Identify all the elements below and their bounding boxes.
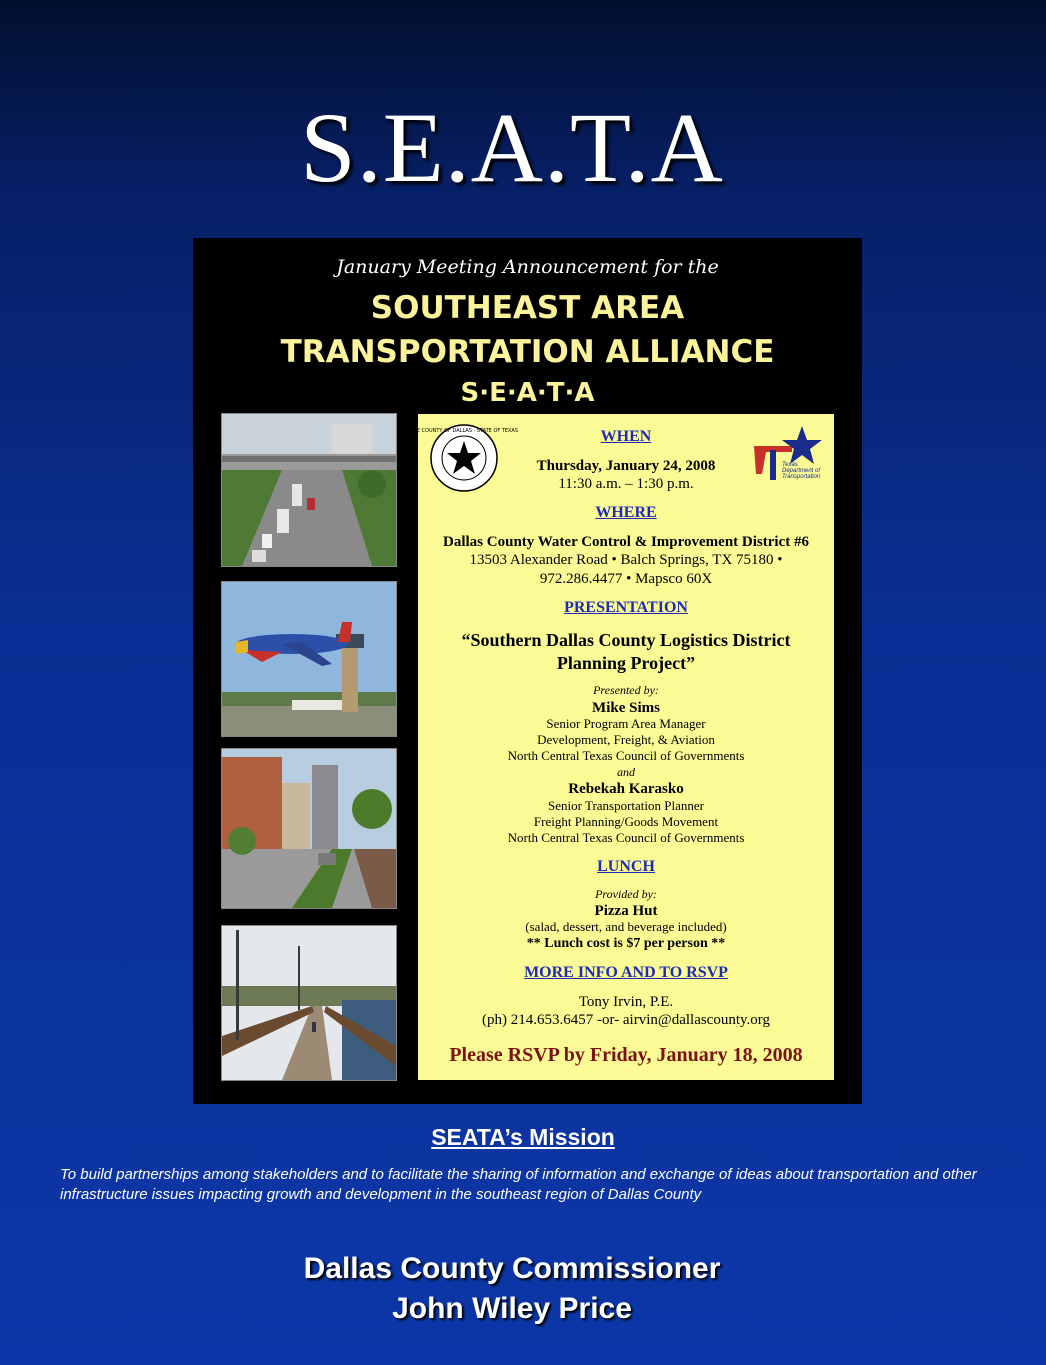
rsvp-heading: MORE INFO AND TO RSVP [524,964,728,981]
airplane-photo [221,581,397,737]
venue-phone: 972.286.4477 • Mapsco 60X [539,571,713,587]
lunch-heading: LUNCH [597,858,655,875]
rsvp-contact-details: (ph) 214.653.6457 -or- airvin@dallascounty.org [481,1012,771,1028]
presentation-title-line1: “Southern Dallas County Logistics District [461,630,791,650]
street-photo [221,748,397,909]
slide-title: S.E.A.T.A [300,92,724,203]
presented-by-label: Presented by: [593,683,659,697]
presentation-title-line2: Planning Project” [556,653,696,673]
mission-title: SEATA’s Mission [431,1124,615,1150]
speaker1-role1: Senior Program Area Manager [546,716,706,731]
flyer-acronym: S·E·A·T·A [460,378,595,408]
provided-by-label: Provided by: [595,887,657,901]
flyer-title-line1: SOUTHEAST AREA [370,290,685,326]
seal-text: THE COUNTY OF DALLAS · STATE OF TEXAS [409,428,519,434]
venue-address: 13503 Alexander Road • Balch Springs, TX 75180 • [469,552,783,568]
and-label: and [617,765,635,779]
meeting-date: Thursday, January 24, 2008 [536,458,716,474]
where-heading: WHERE [595,504,657,521]
commissioner-name: John Wiley Price [392,1292,632,1325]
commissioner-title: Dallas County Commissioner [303,1252,721,1285]
lunch-cost: ** Lunch cost is $7 per person ** [526,936,726,951]
lunch-provider: Pizza Hut [594,903,658,919]
flyer-script-header: January Meeting Announcement for the [336,256,719,278]
presentation-heading: PRESENTATION [564,599,688,616]
highway-photo [221,413,397,567]
bridge-photo [221,925,397,1081]
speaker2-name: Rebekah Karasko [568,781,684,797]
meeting-info-panel [409,414,834,1080]
when-heading: WHEN [600,428,652,445]
speaker1-name: Mike Sims [592,700,660,716]
rsvp-deadline: Please RSVP by Friday, January 18, 2008 [449,1044,803,1066]
speaker2-role1: Senior Transportation Planner [548,798,704,813]
speaker1-org: North Central Texas Council of Governments [507,748,745,763]
lunch-includes: (salad, dessert, and beverage included) [525,919,727,934]
speaker2-org: North Central Texas Council of Governments [507,830,745,845]
meeting-flyer [193,238,862,1104]
rsvp-contact: Tony Irvin, P.E. [578,994,674,1010]
speaker2-role2: Freight Planning/Goods Movement [533,814,719,829]
speaker1-role2: Development, Freight, & Aviation [537,732,715,747]
txdot-text: Texas Department of Transportation [782,462,821,480]
mission-text: To build partnerships among stakeholders and to facilitate the sharing of information and exchange of ideas about transportation and other infrastructure issues impacting growth and development in the southeast region of Dallas County [60,1166,977,1203]
meeting-time: 11:30 a.m. – 1:30 p.m. [558,476,694,492]
venue-name: Dallas County Water Control & Improvement District #6 [443,534,809,550]
flyer-title-line2: TRANSPORTATION ALLIANCE [280,334,775,370]
